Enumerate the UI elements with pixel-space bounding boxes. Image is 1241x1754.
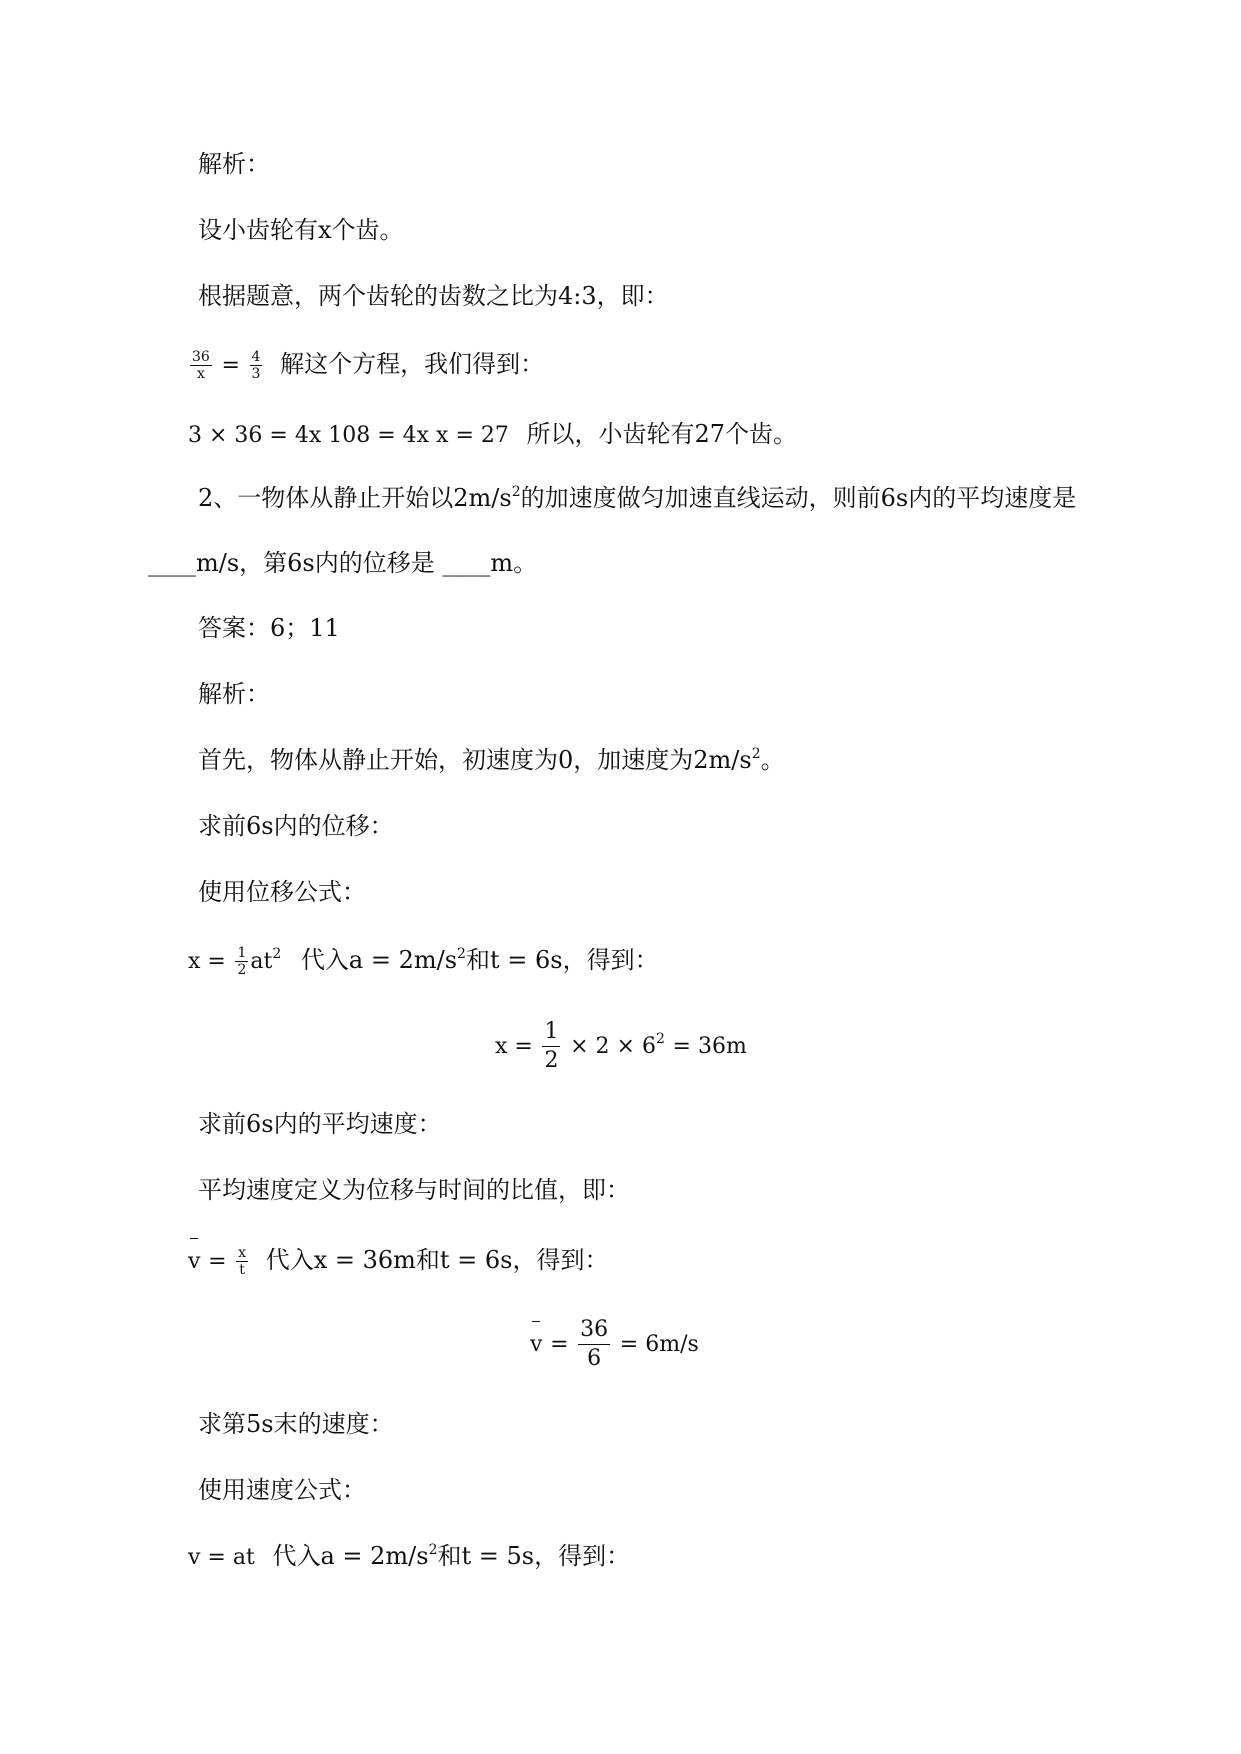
equation-average-velocity-result	[530, 1316, 699, 1373]
denominator: 2	[544, 1048, 559, 1073]
text-segment: 代入a = 2m/s	[272, 1542, 429, 1570]
text-segment: 2、一物体从静止开始以2m/s	[198, 484, 512, 512]
paragraph-find-velocity-5s: 求第5s末的速度：	[198, 1410, 394, 1438]
fraction	[236, 1245, 248, 1278]
denominator: 2	[237, 962, 247, 978]
denominator: x	[196, 366, 205, 382]
numerator: 1	[237, 945, 247, 961]
superscript: 2	[428, 1542, 438, 1558]
fraction	[250, 349, 263, 382]
numerator: x	[238, 1245, 247, 1261]
equals-sign: =	[208, 1249, 227, 1274]
equation-math: × 2 × 6	[570, 1034, 656, 1059]
text-segment: 代入a = 2m/s	[300, 946, 458, 974]
question-2-line-1	[198, 482, 1076, 514]
numerator: 36	[580, 1317, 609, 1342]
text-segment: 和t = 6s，得到：	[465, 946, 659, 974]
v-bar-symbol: v	[188, 1246, 200, 1278]
equals-sign: =	[550, 1332, 569, 1357]
answer-line: 答案：6；11	[198, 614, 340, 642]
superscript: 2	[751, 746, 761, 762]
equation-math: x =	[495, 1034, 533, 1059]
equation-ratio	[188, 348, 544, 382]
paragraph-analysis-heading-2: 解析：	[198, 680, 270, 708]
equation-displacement-formula	[188, 944, 659, 978]
equation-velocity-formula	[188, 1540, 630, 1574]
equation-math: x =	[188, 949, 226, 974]
equation-text: 代入x = 36m和t = 6s，得到：	[265, 1246, 609, 1274]
equation-text: 解这个方程，我们得到：	[280, 350, 545, 378]
superscript: 2	[272, 946, 282, 962]
superscript: 2	[511, 484, 521, 500]
equation-displacement-result	[495, 1018, 747, 1075]
paragraph-analysis-heading: 解析：	[198, 150, 270, 178]
equation-math: = 6m/s	[619, 1332, 699, 1357]
paragraph-find-average-velocity: 求前6s内的平均速度：	[198, 1110, 442, 1138]
paragraph-velocity-formula: 使用速度公式：	[198, 1476, 366, 1504]
numerator: 1	[544, 1019, 559, 1044]
equation-math: at	[250, 949, 273, 974]
text-segment: 和t = 5s，得到：	[437, 1542, 631, 1570]
fraction	[578, 1316, 610, 1373]
equation-average-velocity-formula	[188, 1244, 609, 1278]
equation-math: 3 × 36 = 4x 108 = 4x x = 27	[188, 423, 509, 448]
paragraph-assume: 设小齿轮有x个齿。	[198, 216, 404, 244]
superscript: 2	[457, 946, 466, 962]
numerator: 36	[192, 349, 210, 365]
superscript: 2	[655, 1031, 665, 1047]
text-segment: 首先，物体从静止开始，初速度为0，加速度为2m/s	[198, 746, 752, 774]
paragraph-find-displacement: 求前6s内的位移：	[198, 812, 394, 840]
question-2-line-2: ____m/s，第6s内的位移是 ____m。	[148, 549, 538, 577]
fraction	[235, 945, 248, 978]
denominator: t	[239, 1262, 245, 1278]
text-segment: 。	[760, 746, 785, 774]
fraction	[190, 349, 212, 382]
denominator: 6	[587, 1346, 602, 1371]
equals-sign: =	[221, 353, 240, 378]
fraction	[542, 1018, 560, 1075]
paragraph-displacement-formula: 使用位移公式：	[198, 878, 366, 906]
equation-text: 所以，小齿轮有27个齿。	[526, 420, 798, 448]
paragraph-ratio: 根据题意，两个齿轮的齿数之比为4:3，即：	[198, 282, 669, 310]
equation-math: v = at	[188, 1545, 255, 1570]
paragraph-initial-conditions	[198, 744, 785, 776]
paragraph-average-velocity-definition: 平均速度定义为位移与时间的比值，即：	[198, 1176, 630, 1204]
equation-math: = 36m	[672, 1034, 747, 1059]
numerator: 4	[251, 349, 261, 365]
equation-solve	[188, 418, 797, 452]
v-bar-symbol: v	[530, 1329, 542, 1361]
denominator: 3	[251, 366, 261, 382]
text-segment: 的加速度做匀加速直线运动，则前6s内的平均速度是	[520, 484, 1077, 512]
